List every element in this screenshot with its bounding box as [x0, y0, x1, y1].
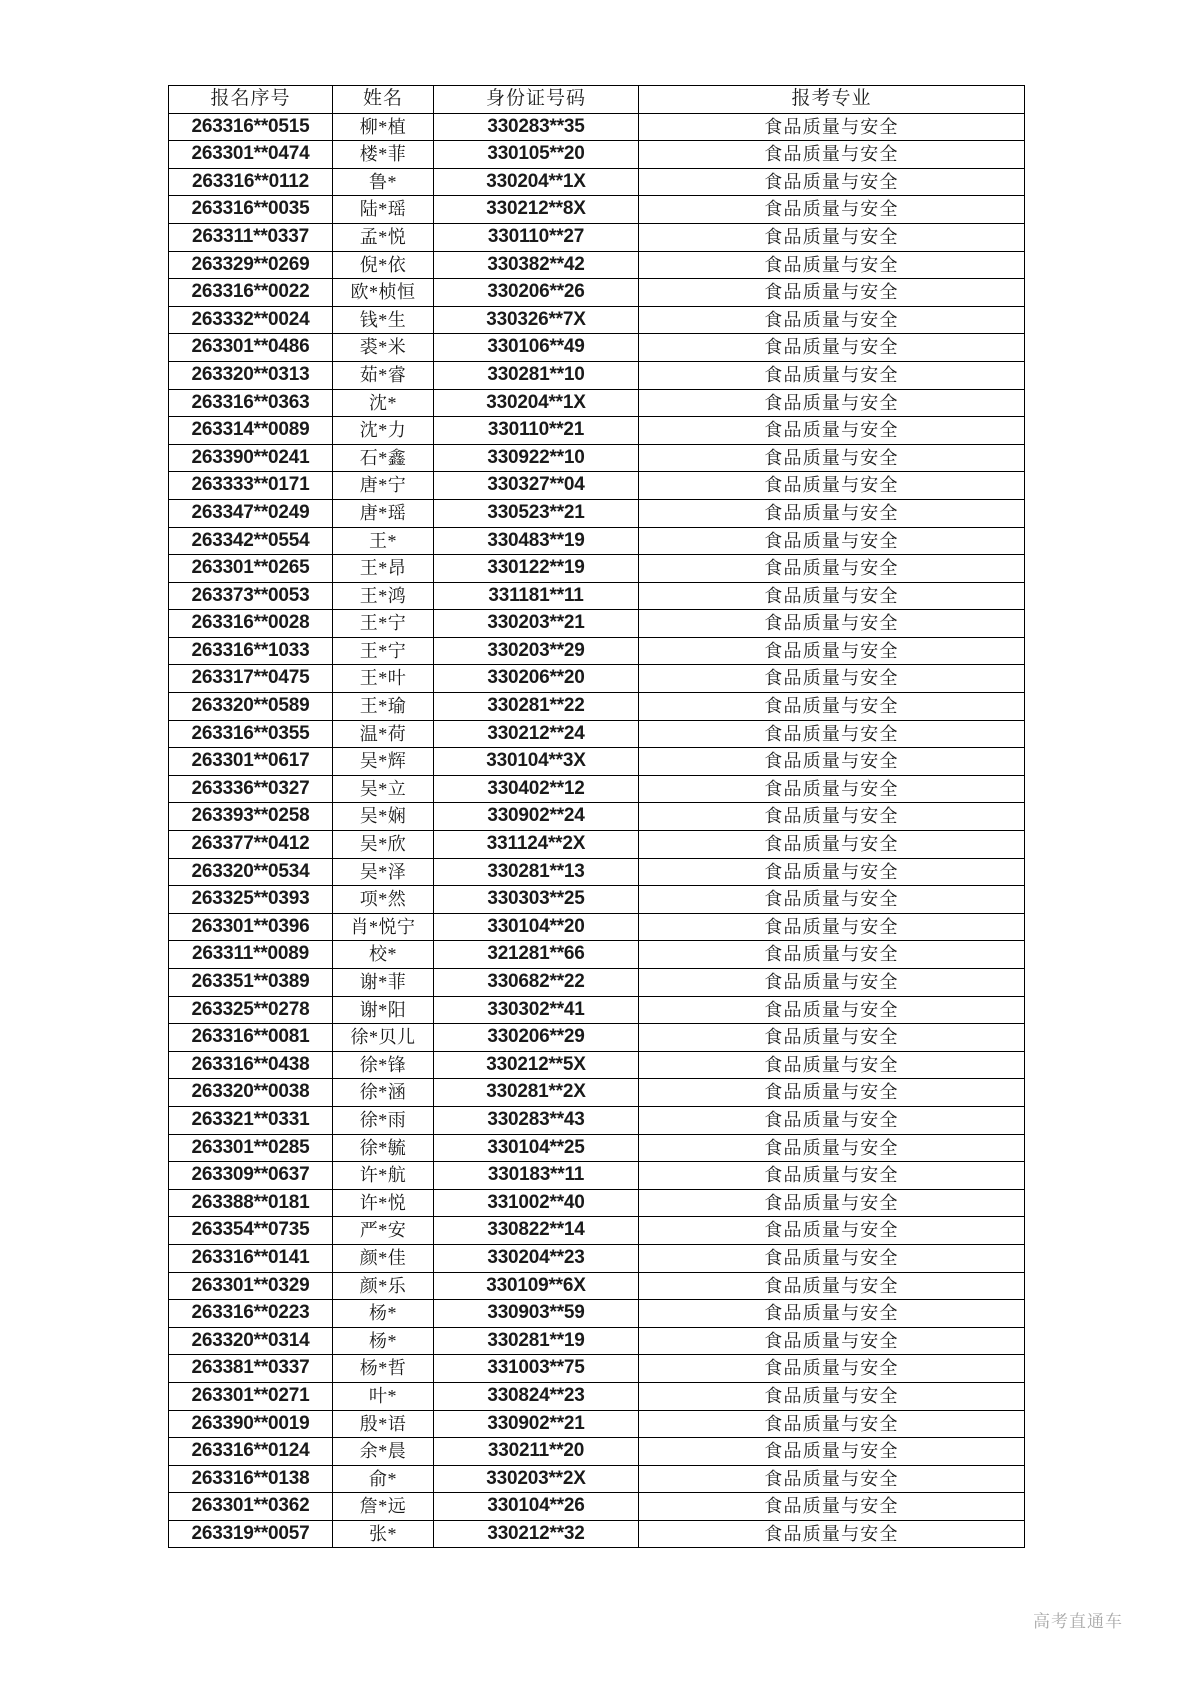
cell-name: 唐*瑶	[333, 499, 434, 527]
cell-id: 330206**26	[434, 279, 639, 307]
cell-name: 许*航	[333, 1162, 434, 1190]
table-row	[169, 527, 1025, 555]
cell-major: 食品质量与安全	[639, 1024, 1025, 1052]
table-row	[169, 251, 1025, 279]
cell-id: 321281**66	[434, 941, 639, 969]
cell-name: 茹*睿	[333, 361, 434, 389]
cell-serial: 263314**0089	[169, 417, 333, 445]
cell-id: 330824**23	[434, 1382, 639, 1410]
cell-major: 食品质量与安全	[639, 1520, 1025, 1548]
cell-major: 食品质量与安全	[639, 1300, 1025, 1328]
cell-name: 徐*贝儿	[333, 1024, 434, 1052]
cell-major: 食品质量与安全	[639, 913, 1025, 941]
cell-major: 食品质量与安全	[639, 1079, 1025, 1107]
cell-serial: 263316**0141	[169, 1244, 333, 1272]
cell-id: 330105**20	[434, 141, 639, 169]
cell-major: 食品质量与安全	[639, 1410, 1025, 1438]
table-header-row	[169, 86, 1025, 114]
cell-id: 330110**27	[434, 223, 639, 251]
column-header-name: 姓名	[333, 86, 434, 114]
cell-name: 肖*悦宁	[333, 913, 434, 941]
table-row	[169, 1355, 1025, 1383]
cell-serial: 263316**0138	[169, 1465, 333, 1493]
cell-serial: 263301**0271	[169, 1382, 333, 1410]
cell-id: 330109**6X	[434, 1272, 639, 1300]
cell-major: 食品质量与安全	[639, 582, 1025, 610]
cell-major: 食品质量与安全	[639, 196, 1025, 224]
cell-name: 叶*	[333, 1382, 434, 1410]
table-row	[169, 361, 1025, 389]
cell-serial: 263393**0258	[169, 803, 333, 831]
cell-id: 330281**10	[434, 361, 639, 389]
cell-serial: 263316**0515	[169, 113, 333, 141]
cell-id: 330122**19	[434, 555, 639, 583]
table-row	[169, 858, 1025, 886]
cell-name: 谢*菲	[333, 969, 434, 997]
cell-name: 沈*力	[333, 417, 434, 445]
cell-id: 330203**21	[434, 610, 639, 638]
cell-major: 食品质量与安全	[639, 720, 1025, 748]
cell-serial: 263377**0412	[169, 831, 333, 859]
cell-id: 330203**29	[434, 637, 639, 665]
table-row	[169, 1024, 1025, 1052]
cell-name: 王*瑜	[333, 693, 434, 721]
cell-name: 陆*瑶	[333, 196, 434, 224]
cell-major: 食品质量与安全	[639, 1438, 1025, 1466]
table-row	[169, 1300, 1025, 1328]
table-row	[169, 803, 1025, 831]
cell-serial: 263316**0022	[169, 279, 333, 307]
table-row	[169, 389, 1025, 417]
table-row	[169, 582, 1025, 610]
cell-major: 食品质量与安全	[639, 1217, 1025, 1245]
cell-serial: 263321**0331	[169, 1106, 333, 1134]
cell-major: 食品质量与安全	[639, 555, 1025, 583]
cell-serial: 263388**0181	[169, 1189, 333, 1217]
table-row	[169, 720, 1025, 748]
column-header-id: 身份证号码	[434, 86, 639, 114]
cell-serial: 263316**1033	[169, 637, 333, 665]
table-row	[169, 306, 1025, 334]
cell-major: 食品质量与安全	[639, 306, 1025, 334]
cell-name: 严*安	[333, 1217, 434, 1245]
cell-serial: 263332**0024	[169, 306, 333, 334]
cell-name: 徐*涵	[333, 1079, 434, 1107]
cell-major: 食品质量与安全	[639, 141, 1025, 169]
table-row	[169, 1051, 1025, 1079]
cell-serial: 263373**0053	[169, 582, 333, 610]
column-header-serial: 报名序号	[169, 86, 333, 114]
cell-id: 330104**20	[434, 913, 639, 941]
cell-name: 吴*娴	[333, 803, 434, 831]
table-row	[169, 196, 1025, 224]
cell-major: 食品质量与安全	[639, 168, 1025, 196]
cell-id: 330922**10	[434, 444, 639, 472]
cell-serial: 263316**0081	[169, 1024, 333, 1052]
cell-id: 330212**8X	[434, 196, 639, 224]
cell-name: 裘*米	[333, 334, 434, 362]
table-row	[169, 555, 1025, 583]
cell-name: 校*	[333, 941, 434, 969]
cell-id: 330203**2X	[434, 1465, 639, 1493]
cell-serial: 263301**0285	[169, 1134, 333, 1162]
cell-id: 331002**40	[434, 1189, 639, 1217]
cell-serial: 263316**0028	[169, 610, 333, 638]
table-row	[169, 941, 1025, 969]
table-row	[169, 472, 1025, 500]
table-row	[169, 1189, 1025, 1217]
column-header-major: 报考专业	[639, 86, 1025, 114]
cell-id: 330206**29	[434, 1024, 639, 1052]
cell-major: 食品质量与安全	[639, 831, 1025, 859]
cell-id: 330204**1X	[434, 168, 639, 196]
cell-id: 330902**21	[434, 1410, 639, 1438]
cell-id: 330204**23	[434, 1244, 639, 1272]
cell-id: 330327**04	[434, 472, 639, 500]
table-row	[169, 969, 1025, 997]
table-row	[169, 913, 1025, 941]
table-row	[169, 141, 1025, 169]
cell-name: 唐*宁	[333, 472, 434, 500]
cell-name: 杨*	[333, 1327, 434, 1355]
cell-major: 食品质量与安全	[639, 279, 1025, 307]
cell-major: 食品质量与安全	[639, 1327, 1025, 1355]
table-row	[169, 610, 1025, 638]
cell-name: 倪*依	[333, 251, 434, 279]
cell-name: 王*	[333, 527, 434, 555]
cell-name: 詹*远	[333, 1493, 434, 1521]
table-row	[169, 1244, 1025, 1272]
table-row	[169, 886, 1025, 914]
watermark: 高考直通车	[1033, 1612, 1123, 1631]
cell-name: 许*悦	[333, 1189, 434, 1217]
cell-serial: 263311**0337	[169, 223, 333, 251]
cell-major: 食品质量与安全	[639, 858, 1025, 886]
cell-name: 王*昂	[333, 555, 434, 583]
cell-id: 330303**25	[434, 886, 639, 914]
cell-serial: 263320**0313	[169, 361, 333, 389]
table-row	[169, 1134, 1025, 1162]
cell-name: 孟*悦	[333, 223, 434, 251]
cell-name: 沈*	[333, 389, 434, 417]
cell-serial: 263354**0735	[169, 1217, 333, 1245]
cell-id: 330822**14	[434, 1217, 639, 1245]
cell-name: 项*然	[333, 886, 434, 914]
cell-id: 330402**12	[434, 775, 639, 803]
cell-major: 食品质量与安全	[639, 1134, 1025, 1162]
table-row	[169, 831, 1025, 859]
table-row	[169, 1410, 1025, 1438]
cell-id: 330206**20	[434, 665, 639, 693]
cell-serial: 263316**0438	[169, 1051, 333, 1079]
cell-serial: 263316**0035	[169, 196, 333, 224]
cell-serial: 263301**0474	[169, 141, 333, 169]
cell-name: 谢*阳	[333, 996, 434, 1024]
cell-id: 330212**32	[434, 1520, 639, 1548]
cell-name: 王*鸿	[333, 582, 434, 610]
cell-major: 食品质量与安全	[639, 1355, 1025, 1383]
cell-serial: 263329**0269	[169, 251, 333, 279]
cell-major: 食品质量与安全	[639, 803, 1025, 831]
table-row	[169, 417, 1025, 445]
cell-serial: 263316**0223	[169, 1300, 333, 1328]
cell-name: 王*宁	[333, 610, 434, 638]
cell-serial: 263301**0617	[169, 748, 333, 776]
cell-major: 食品质量与安全	[639, 223, 1025, 251]
cell-serial: 263317**0475	[169, 665, 333, 693]
cell-name: 吴*欣	[333, 831, 434, 859]
cell-id: 331003**75	[434, 1355, 639, 1383]
table-row	[169, 1162, 1025, 1190]
cell-serial: 263342**0554	[169, 527, 333, 555]
table-row	[169, 1520, 1025, 1548]
cell-major: 食品质量与安全	[639, 886, 1025, 914]
cell-id: 330302**41	[434, 996, 639, 1024]
cell-serial: 263316**0124	[169, 1438, 333, 1466]
cell-name: 王*叶	[333, 665, 434, 693]
cell-name: 殷*语	[333, 1410, 434, 1438]
cell-name: 徐*锋	[333, 1051, 434, 1079]
cell-serial: 263381**0337	[169, 1355, 333, 1383]
cell-name: 俞*	[333, 1465, 434, 1493]
table-row	[169, 223, 1025, 251]
table-row	[169, 1465, 1025, 1493]
table-row	[169, 1438, 1025, 1466]
cell-id: 330104**25	[434, 1134, 639, 1162]
cell-serial: 263301**0265	[169, 555, 333, 583]
cell-name: 石*鑫	[333, 444, 434, 472]
cell-serial: 263390**0241	[169, 444, 333, 472]
cell-major: 食品质量与安全	[639, 1244, 1025, 1272]
cell-serial: 263316**0355	[169, 720, 333, 748]
cell-id: 330326**7X	[434, 306, 639, 334]
cell-major: 食品质量与安全	[639, 941, 1025, 969]
table-row	[169, 775, 1025, 803]
table-row	[169, 1079, 1025, 1107]
table-row	[169, 637, 1025, 665]
cell-serial: 263320**0534	[169, 858, 333, 886]
cell-major: 食品质量与安全	[639, 361, 1025, 389]
cell-major: 食品质量与安全	[639, 113, 1025, 141]
cell-major: 食品质量与安全	[639, 1106, 1025, 1134]
cell-major: 食品质量与安全	[639, 1189, 1025, 1217]
cell-major: 食品质量与安全	[639, 637, 1025, 665]
cell-major: 食品质量与安全	[639, 748, 1025, 776]
cell-id: 330104**26	[434, 1493, 639, 1521]
cell-name: 颜*乐	[333, 1272, 434, 1300]
cell-id: 330104**3X	[434, 748, 639, 776]
cell-serial: 263320**0038	[169, 1079, 333, 1107]
cell-major: 食品质量与安全	[639, 665, 1025, 693]
cell-name: 吴*辉	[333, 748, 434, 776]
cell-serial: 263316**0112	[169, 168, 333, 196]
cell-name: 杨*哲	[333, 1355, 434, 1383]
cell-id: 330281**19	[434, 1327, 639, 1355]
cell-major: 食品质量与安全	[639, 1272, 1025, 1300]
cell-serial: 263311**0089	[169, 941, 333, 969]
cell-serial: 263319**0057	[169, 1520, 333, 1548]
cell-id: 330382**42	[434, 251, 639, 279]
cell-id: 330523**21	[434, 499, 639, 527]
cell-name: 余*晨	[333, 1438, 434, 1466]
cell-major: 食品质量与安全	[639, 969, 1025, 997]
table-row	[169, 499, 1025, 527]
cell-name: 徐*毓	[333, 1134, 434, 1162]
cell-serial: 263320**0589	[169, 693, 333, 721]
cell-name: 楼*菲	[333, 141, 434, 169]
cell-name: 杨*	[333, 1300, 434, 1328]
cell-id: 330483**19	[434, 527, 639, 555]
cell-serial: 263325**0393	[169, 886, 333, 914]
cell-name: 颜*佳	[333, 1244, 434, 1272]
table-row	[169, 334, 1025, 362]
cell-major: 食品质量与安全	[639, 996, 1025, 1024]
table-row	[169, 693, 1025, 721]
cell-id: 330283**35	[434, 113, 639, 141]
cell-major: 食品质量与安全	[639, 499, 1025, 527]
cell-id: 330903**59	[434, 1300, 639, 1328]
cell-name: 张*	[333, 1520, 434, 1548]
cell-major: 食品质量与安全	[639, 251, 1025, 279]
cell-major: 食品质量与安全	[639, 775, 1025, 803]
cell-id: 331124**2X	[434, 831, 639, 859]
table-row	[169, 279, 1025, 307]
cell-major: 食品质量与安全	[639, 1465, 1025, 1493]
cell-major: 食品质量与安全	[639, 1051, 1025, 1079]
cell-major: 食品质量与安全	[639, 417, 1025, 445]
cell-name: 王*宁	[333, 637, 434, 665]
table-body	[169, 113, 1025, 1548]
cell-name: 徐*雨	[333, 1106, 434, 1134]
cell-major: 食品质量与安全	[639, 1162, 1025, 1190]
table-row	[169, 665, 1025, 693]
table-row	[169, 1382, 1025, 1410]
cell-major: 食品质量与安全	[639, 444, 1025, 472]
cell-serial: 263309**0637	[169, 1162, 333, 1190]
cell-serial: 263336**0327	[169, 775, 333, 803]
cell-name: 吴*泽	[333, 858, 434, 886]
cell-major: 食品质量与安全	[639, 610, 1025, 638]
cell-serial: 263301**0396	[169, 913, 333, 941]
table-header	[169, 86, 1025, 114]
cell-major: 食品质量与安全	[639, 472, 1025, 500]
cell-id: 330212**5X	[434, 1051, 639, 1079]
table-row	[169, 996, 1025, 1024]
table-row	[169, 444, 1025, 472]
table-row	[169, 1272, 1025, 1300]
cell-id: 330682**22	[434, 969, 639, 997]
cell-id: 330110**21	[434, 417, 639, 445]
cell-name: 温*荷	[333, 720, 434, 748]
cell-id: 330212**24	[434, 720, 639, 748]
cell-id: 330106**49	[434, 334, 639, 362]
cell-serial: 263390**0019	[169, 1410, 333, 1438]
cell-major: 食品质量与安全	[639, 1493, 1025, 1521]
cell-name: 吴*立	[333, 775, 434, 803]
cell-id: 330281**2X	[434, 1079, 639, 1107]
cell-serial: 263316**0363	[169, 389, 333, 417]
cell-major: 食品质量与安全	[639, 1382, 1025, 1410]
table-row	[169, 1106, 1025, 1134]
cell-id: 330211**20	[434, 1438, 639, 1466]
cell-major: 食品质量与安全	[639, 527, 1025, 555]
table-row	[169, 748, 1025, 776]
cell-major: 食品质量与安全	[639, 334, 1025, 362]
cell-serial: 263301**0329	[169, 1272, 333, 1300]
cell-id: 330281**13	[434, 858, 639, 886]
table-row	[169, 113, 1025, 141]
cell-serial: 263301**0362	[169, 1493, 333, 1521]
cell-major: 食品质量与安全	[639, 389, 1025, 417]
cell-name: 柳*植	[333, 113, 434, 141]
table-row	[169, 1493, 1025, 1521]
cell-serial: 263320**0314	[169, 1327, 333, 1355]
cell-serial: 263325**0278	[169, 996, 333, 1024]
cell-id: 330283**43	[434, 1106, 639, 1134]
cell-serial: 263333**0171	[169, 472, 333, 500]
cell-id: 331181**11	[434, 582, 639, 610]
table-row	[169, 1327, 1025, 1355]
cell-name: 钱*生	[333, 306, 434, 334]
cell-id: 330204**1X	[434, 389, 639, 417]
cell-id: 330902**24	[434, 803, 639, 831]
cell-name: 欧*桢恒	[333, 279, 434, 307]
cell-major: 食品质量与安全	[639, 693, 1025, 721]
table-row	[169, 168, 1025, 196]
cell-id: 330281**22	[434, 693, 639, 721]
cell-serial: 263301**0486	[169, 334, 333, 362]
cell-id: 330183**11	[434, 1162, 639, 1190]
applicant-roster-table	[168, 85, 1025, 1548]
cell-serial: 263351**0389	[169, 969, 333, 997]
table-row	[169, 1217, 1025, 1245]
cell-serial: 263347**0249	[169, 499, 333, 527]
cell-name: 鲁*	[333, 168, 434, 196]
